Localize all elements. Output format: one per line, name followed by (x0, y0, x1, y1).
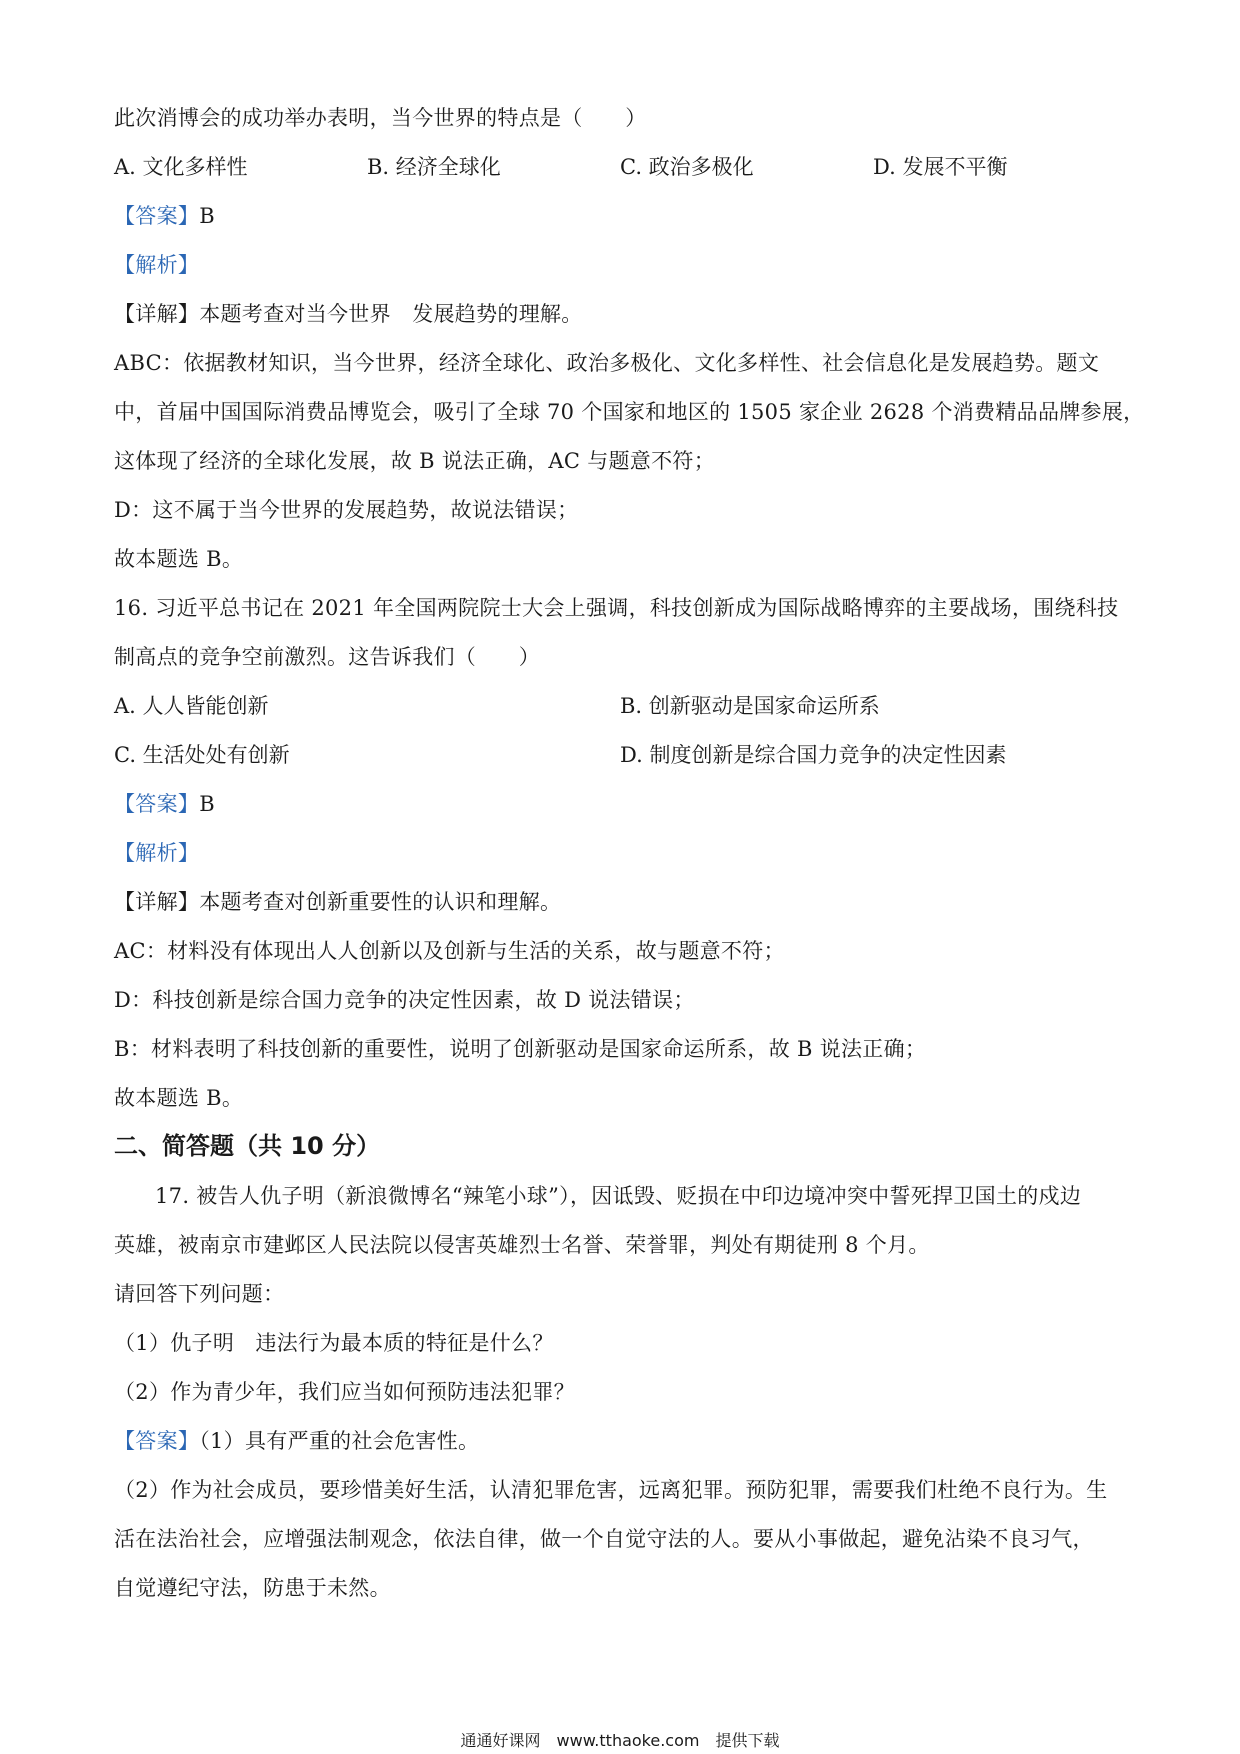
q16-stem-line-1: 16. 习近平总书记在 2021 年全国两院院士大会上强调，科技创新成为国际战略博弈的主要战场，围绕科技 (114, 596, 1119, 620)
q15-answer (114, 201, 215, 231)
answer-tag: 【答案】 (114, 1429, 200, 1453)
q17-answer-2-line-2: 活在法治社会，应增强法制观念，依法自律，做一个自觉守法的人。要从小事做起，避免沾染不良习气， (114, 1527, 1094, 1551)
page-footer: 通通好课网 www.tthaoke.com 提供下载 (460, 1731, 780, 1750)
q15-option-b: B. 经济全球化 (367, 155, 501, 179)
answer-tag: 【答案】 (114, 792, 200, 816)
q17-answer-2-line-1: （2）作为社会成员，要珍惜美好生活，认清犯罪危害，远离犯罪。预防犯罪，需要我们杜绝不良行为。生 (114, 1478, 1108, 1502)
q16-line-1: AC：材料没有体现出人人创新以及创新与生活的关系，故与题意不符； (114, 939, 785, 963)
detail-text: 本题考查对创新重要性的认识和理解。 (199, 890, 562, 914)
q16-option-a: A. 人人皆能创新 (114, 694, 269, 718)
q16-detail (114, 887, 561, 917)
q17-answer-1 (114, 1426, 479, 1456)
q16-line-2: D：科技创新是综合国力竞争的决定性因素，故 D 说法错误； (114, 988, 695, 1012)
q16-stem-line-2: 制高点的竞争空前激烈。这告诉我们（ ） (114, 645, 540, 669)
q17-prompt: 请回答下列问题： (114, 1282, 285, 1306)
detail-tag: 【详解】 (114, 890, 200, 914)
q17-stem-line-2: 英雄，被南京市建邺区人民法院以侵害英雄烈士名誉、荣誉罪，判处有期徒刑 8 个月。 (114, 1233, 930, 1257)
detail-tag: 【详解】 (114, 302, 200, 326)
q17-answer-2-line-3: 自觉遵纪守法，防患于未然。 (114, 1576, 391, 1600)
answer-text: （1）具有严重的社会危害性。 (199, 1429, 480, 1453)
q16-line-3: B：材料表明了科技创新的重要性，说明了创新驱动是国家命运所系，故 B 说法正确； (114, 1037, 927, 1061)
answer-value: B (199, 204, 215, 228)
q15-option-d: D. 发展不平衡 (873, 155, 1008, 179)
q17-sub-question-1: （1）仇子明 违法行为最本质的特征是什么？ (114, 1331, 554, 1355)
q15-detail (114, 299, 583, 329)
q15-line-1: ABC：依据教材知识，当今世界，经济全球化、政治多极化、文化多样性、社会信息化是发展趋势。题文 (114, 351, 1100, 375)
q16-option-d: D. 制度创新是综合国力竞争的决定性因素 (620, 743, 1007, 767)
q15-line-5: 故本题选 B。 (114, 547, 244, 571)
q17-stem-line-1: 17. 被告人仇子明（新浪微博名“辣笔小球”），因诋毁、贬损在中印边境冲突中誓死捍卫国土的戍边 (155, 1184, 1082, 1208)
q17-sub-question-2: （2）作为青少年，我们应当如何预防违法犯罪？ (114, 1380, 575, 1404)
detail-text: 本题考查对当今世界 发展趋势的理解。 (199, 302, 583, 326)
answer-tag: 【答案】 (114, 204, 200, 228)
q15-line-3: 这体现了经济的全球化发展，故 B 说法正确，AC 与题意不符； (114, 449, 715, 473)
answer-value: B (199, 792, 215, 816)
q16-analysis-tag: 【解析】 (114, 841, 200, 865)
q16-answer (114, 789, 215, 819)
q16-option-b: B. 创新驱动是国家命运所系 (620, 694, 880, 718)
q16-option-c: C. 生活处处有创新 (114, 743, 290, 767)
q15-option-c: C. 政治多极化 (620, 155, 754, 179)
q15-line-4: D：这不属于当今世界的发展趋势，故说法错误； (114, 498, 579, 522)
q15-analysis-tag: 【解析】 (114, 253, 200, 277)
q15-option-a: A. 文化多样性 (114, 155, 248, 179)
q15-line-2: 中，首届中国国际消费品博览会，吸引了全球 70 个国家和地区的 1505 家企业 2628 个消费精品品牌参展， (114, 400, 1145, 424)
q15-stem: 此次消博会的成功举办表明，当今世界的特点是（ ） (114, 106, 647, 130)
section-heading: 二、简答题（共 10 分） (114, 1132, 381, 1160)
q16-line-4: 故本题选 B。 (114, 1086, 244, 1110)
